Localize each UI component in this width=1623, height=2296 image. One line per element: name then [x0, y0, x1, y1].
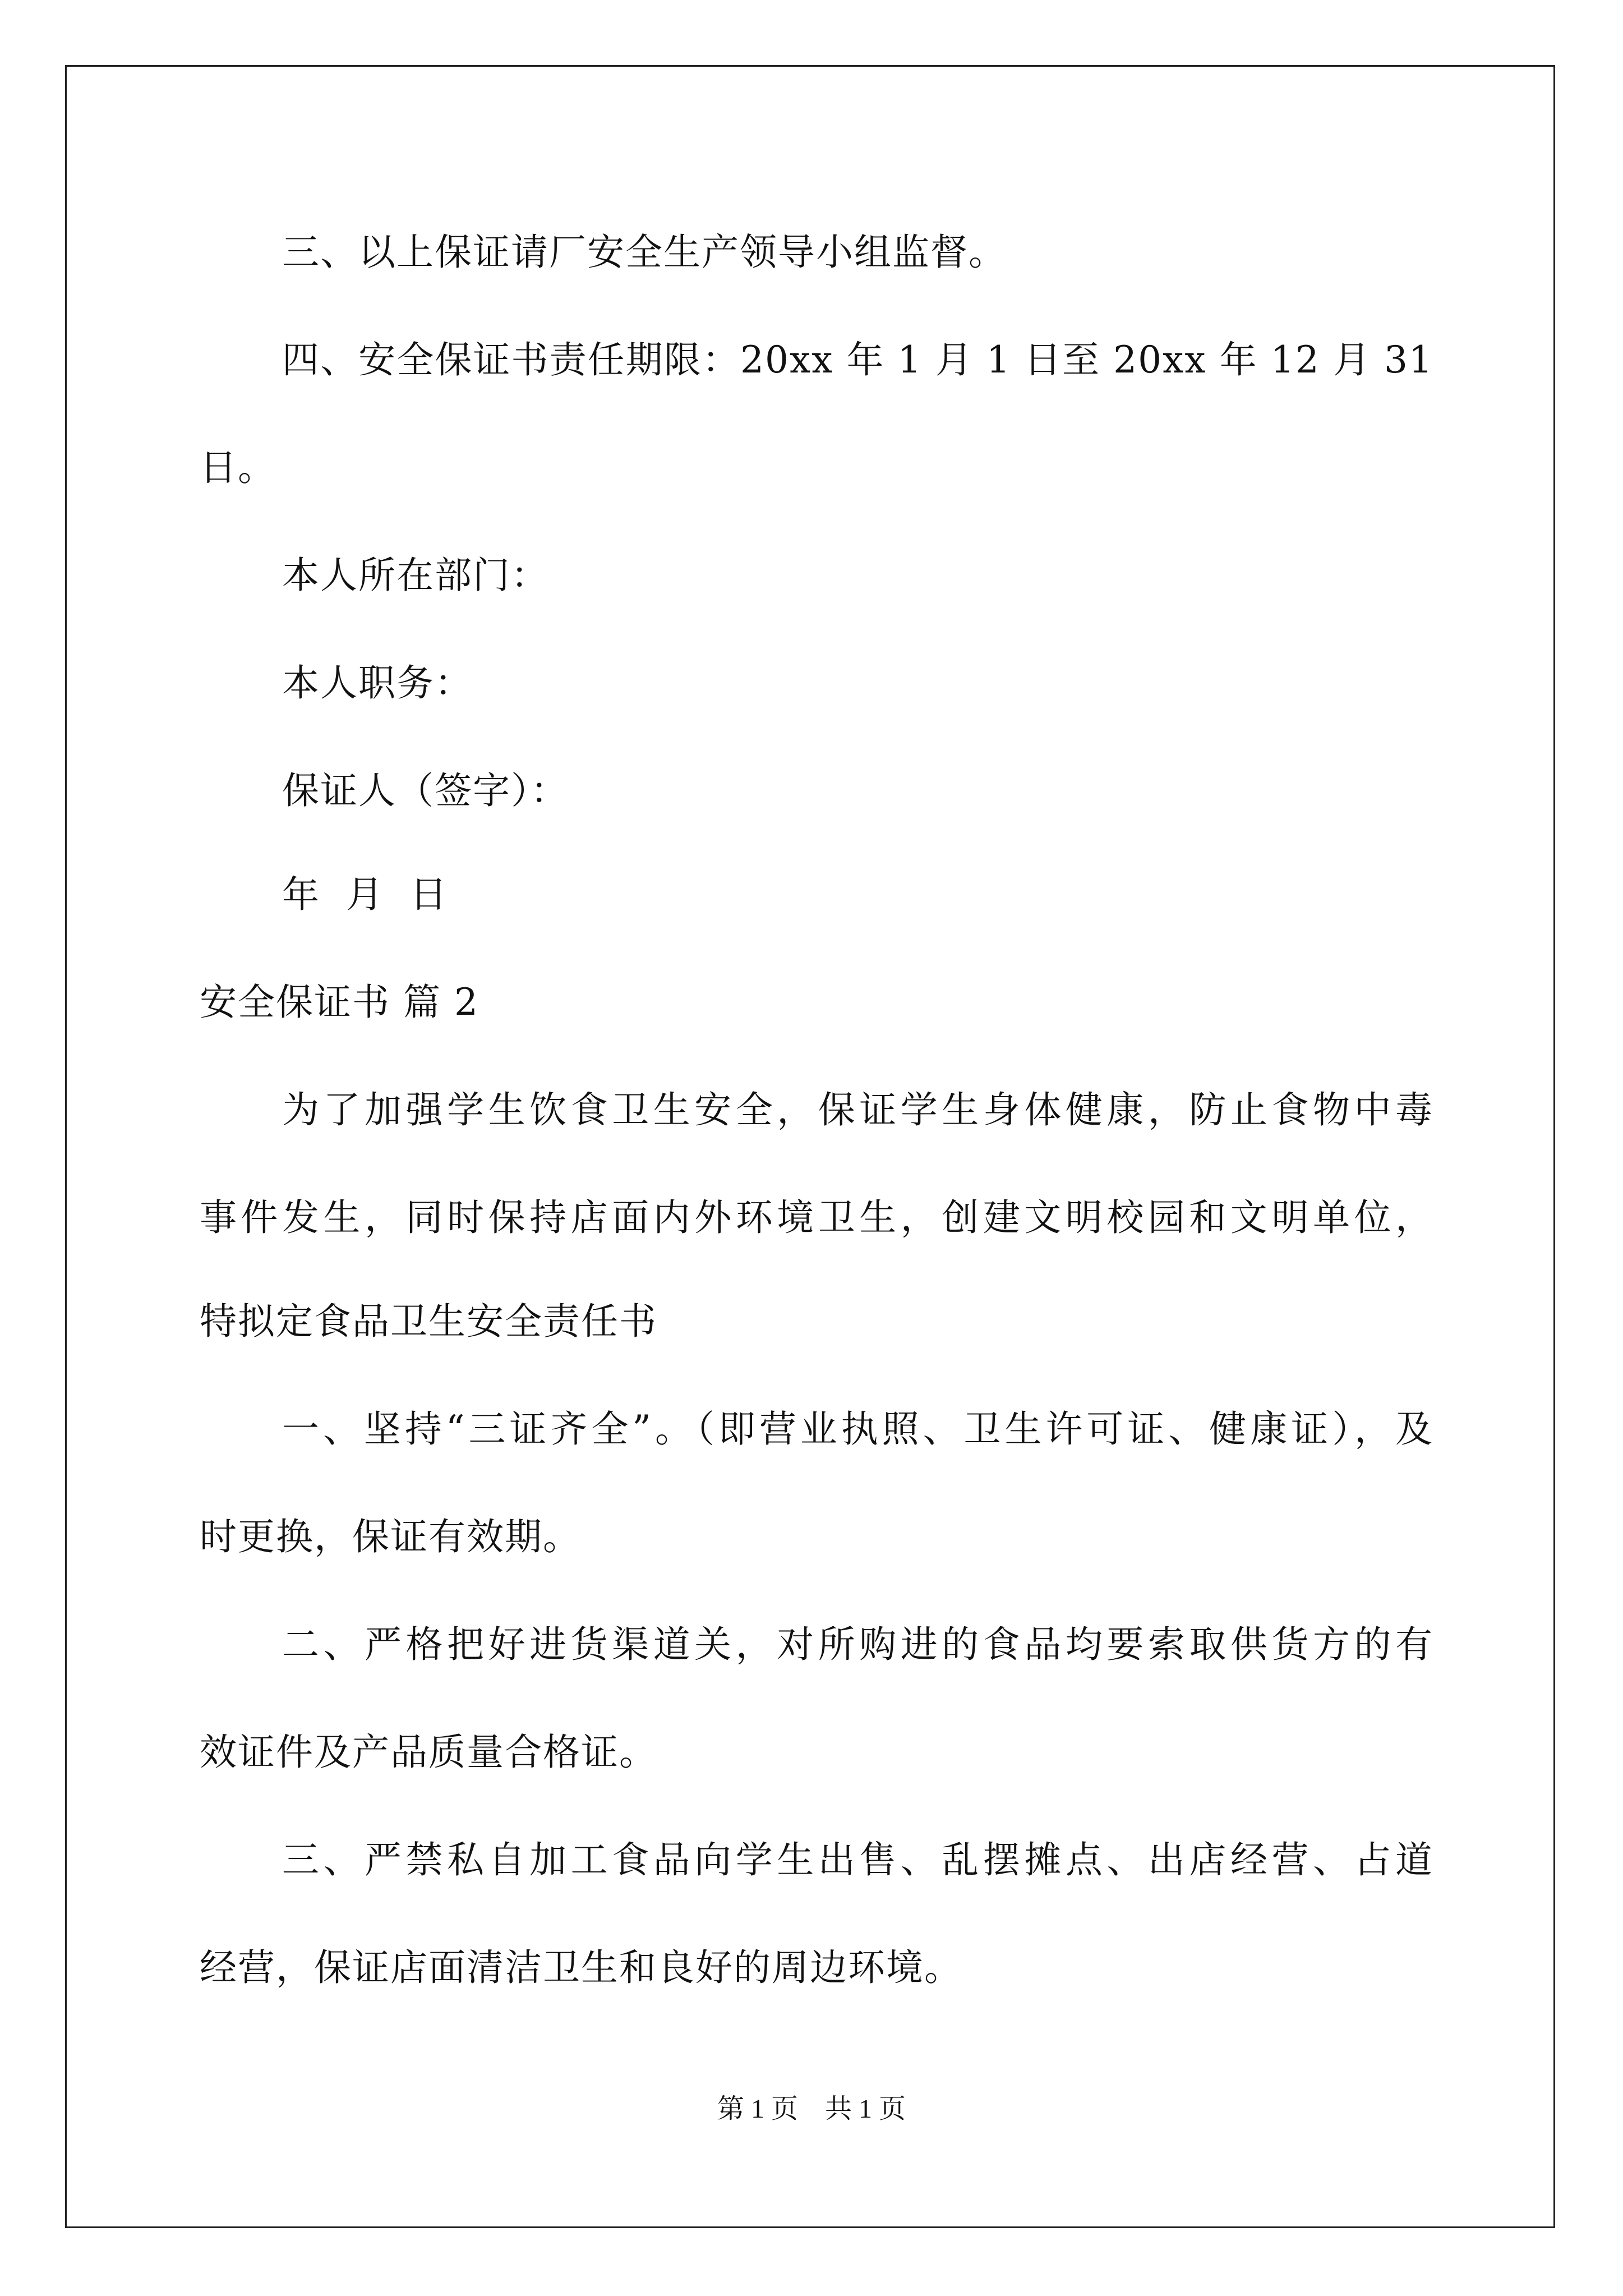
paragraph-line: 时更换，保证有效期。	[200, 1515, 581, 1558]
paragraph-line: 本人职务：	[282, 661, 473, 705]
paragraph-line: 本人所在部门：	[282, 554, 549, 597]
paragraph-line: 经营，保证店面清洁卫生和良好的周边环境。	[200, 1946, 962, 1989]
page-footer: 第 1 页 共 1 页	[717, 2094, 906, 2124]
paragraph-line: 四、安全保证书责任期限：20xx 年 1 月 1 日至 20xx 年 12 月 31	[282, 338, 1433, 381]
paragraph-line: 三、以上保证请厂安全生产领导小组监督。	[282, 231, 1007, 274]
paragraph-line: 为了加强学生饮食卫生安全，保证学生身体健康，防止食物中毒	[282, 1088, 1433, 1131]
paragraph-line: 日。	[200, 446, 276, 489]
paragraph-line: 三、严禁私自加工食品向学生出售、乱摆摊点、出店经营、占道	[282, 1838, 1433, 1881]
paragraph-line: 一、坚持“三证齐全”。（即营业执照、卫生许可证、健康证），及	[282, 1407, 1433, 1451]
paragraph-line: 保证人（签字）：	[282, 769, 569, 812]
paragraph-line: 特拟定食品卫生安全责任书	[200, 1300, 657, 1343]
paragraph-line: 事件发生，同时保持店面内外环境卫生，创建文明校园和文明单位，	[200, 1196, 1433, 1239]
section-heading: 安全保证书 篇 2	[200, 981, 479, 1024]
paragraph-line: 效证件及产品质量合格证。	[200, 1731, 657, 1774]
paragraph-line: 二、严格把好进货渠道关，对所购进的食品均要索取供货方的有	[282, 1623, 1433, 1666]
page-border	[65, 65, 1555, 2228]
date-line: 年 月 日	[282, 873, 448, 916]
